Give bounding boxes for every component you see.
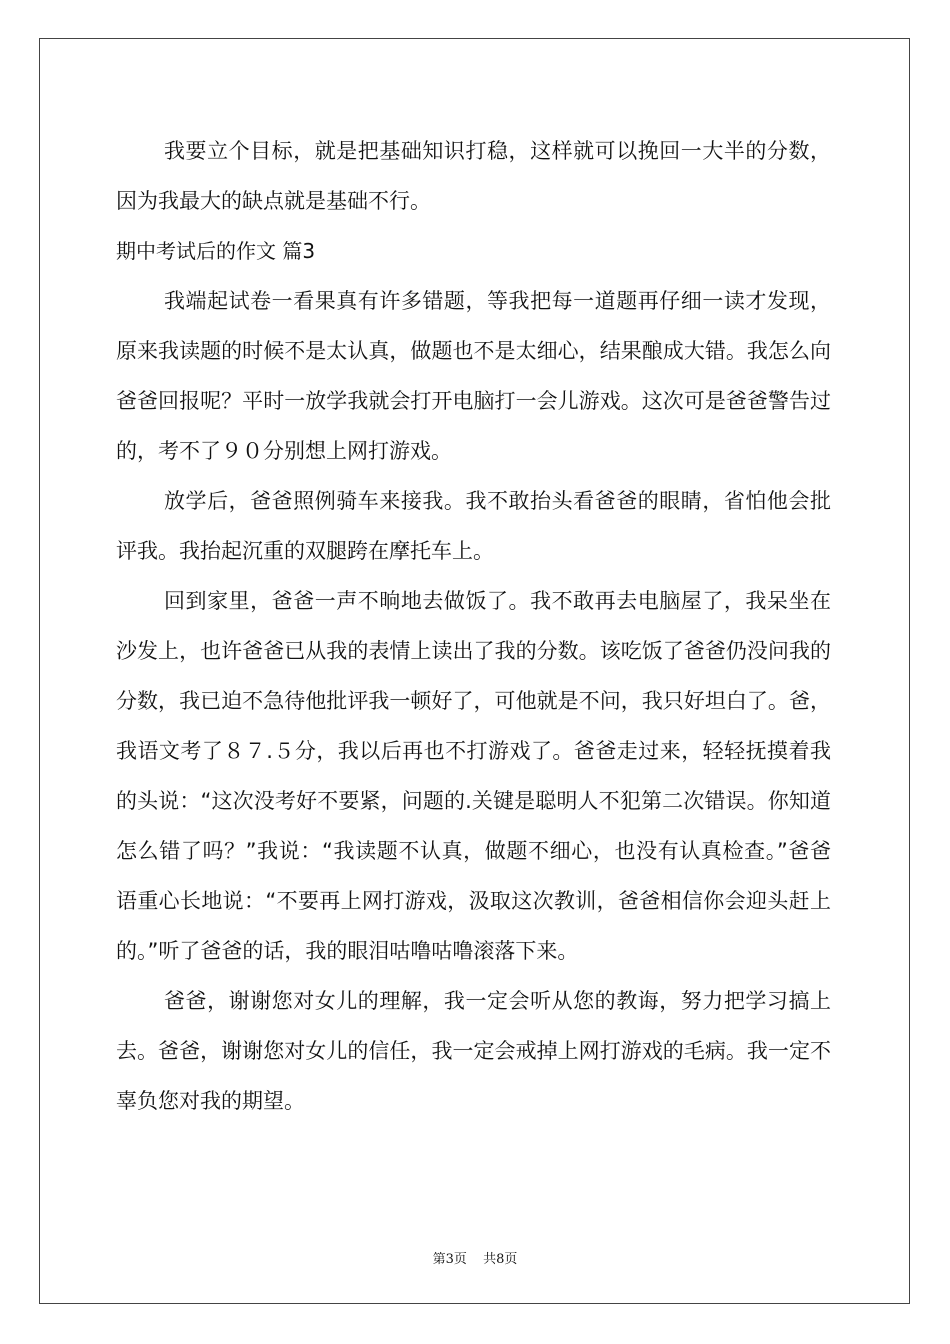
page-number-current: 第3页 — [432, 1252, 467, 1267]
section-heading: 期中考试后的作文 篇3 — [116, 239, 316, 263]
paragraph: 放学后，爸爸照例骑车来接我。我不敢抬头看爸爸的眼睛，省怕他会批评我。我抬起沉重的双腿跨在摩托车上。 — [116, 489, 831, 563]
document-body — [116, 126, 831, 1126]
page-number-total: 共8页 — [483, 1252, 518, 1267]
paragraph: 回到家里，爸爸一声不晌地去做饭了。我不敢再去电脑屋了，我呆坐在沙发上，也许爸爸已从我的表情上读出了我的分数。该吃饭了爸爸仍没问我的分数，我已迫不急待他批评我一顿好了，可他就是不问，我只好坦白了。爸，我语文考了８７.５分，我以后再也不打游戏了。爸爸走过来，轻轻抚摸着我的头说：“这次没考好不要紧，问题的.关键是聪明人不犯第二次错误。你知道怎么错了吗？”我说：“我读题不认真，做题不细心，也没有认真检查。”爸爸语重心长地说：“不要再上网打游戏，汲取这次教训，爸爸相信你会迎头赶上的。”听了爸爸的话，我的眼泪咕噜咕噜滚落下来。 — [116, 589, 831, 963]
paragraph: 我端起试卷一看果真有许多错题，等我把每一道题再仔细一读才发现，原来我读题的时候不是太认真，做题也不是太细心，结果酿成大错。我怎么向爸爸回报呢？平时一放学我就会打开电脑打一会儿游戏。这次可是爸爸警告过的，考不了９０分别想上网打游戏。 — [116, 289, 831, 463]
paragraph: 我要立个目标，就是把基础知识打稳，这样就可以挽回一大半的分数，因为我最大的缺点就是基础不行。 — [116, 139, 831, 213]
page-footer — [0, 1248, 950, 1267]
paragraph: 爸爸，谢谢您对女儿的理解，我一定会听从您的教诲，努力把学习搞上去。爸爸，谢谢您对女儿的信任，我一定会戒掉上网打游戏的毛病。我一定不辜负您对我的期望。 — [116, 989, 831, 1113]
